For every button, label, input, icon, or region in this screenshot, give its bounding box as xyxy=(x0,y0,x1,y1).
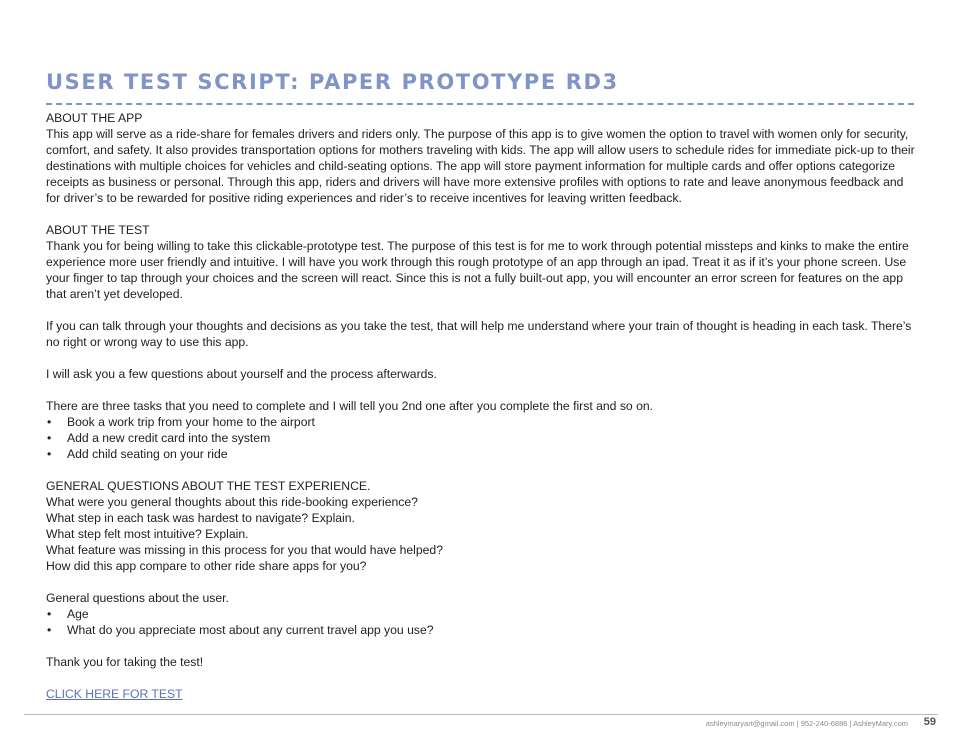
list-item xyxy=(46,414,918,430)
bullet-icon: • xyxy=(47,415,52,429)
list-item xyxy=(46,622,918,638)
user-questions-intro: General questions about the user. xyxy=(46,591,229,605)
spacer xyxy=(46,462,918,478)
footer-divider xyxy=(24,714,938,715)
tasks-intro: There are three tasks that you need to complete and I will tell you 2nd one after you complete the first and so on. xyxy=(46,399,654,413)
spacer xyxy=(46,382,918,398)
task-list xyxy=(46,414,918,462)
footer-contact-info: ashleymaryart@gmail.com | 952-240-6886 | AshleyMary.com xyxy=(705,719,908,728)
question-line: What step in each task was hardest to navigate? Explain. xyxy=(46,511,355,525)
question-line: What step felt most intuitive? Explain. xyxy=(46,527,249,541)
bullet-icon: • xyxy=(47,623,52,637)
spacer xyxy=(46,206,918,222)
question-line: What were you general thoughts about this ride-booking experience? xyxy=(46,495,418,509)
title-dashed-divider xyxy=(46,103,914,105)
task-text: Add a new credit card into the system xyxy=(67,431,271,445)
question-line: What feature was missing in this process for you that would have helped? xyxy=(46,543,443,557)
spacer xyxy=(46,574,918,590)
bullet-icon: • xyxy=(47,431,52,445)
list-item xyxy=(46,606,918,622)
user-question-text: What do you appreciate most about any current travel app you use? xyxy=(67,623,434,637)
bullet-icon: • xyxy=(47,607,52,621)
bullet-icon: • xyxy=(47,447,52,461)
task-text: Book a work trip from your home to the airport xyxy=(67,415,315,429)
spacer xyxy=(46,670,918,686)
question-line: How did this app compare to other ride share apps for you? xyxy=(46,559,367,573)
user-question-text: Age xyxy=(67,607,89,621)
about-app-body: This app will serve as a ride-share for females drivers and riders only. The purpose of this app is to give women the option to travel with women only for security, comfort, and safety. It also provides transportation options for mothers traveling with kids. The app will allow users to schedule rides for immediate pick-up to their destinations with multiple choices for vehicles and child-seating options. The app will store payment information for multiple cards and offer options categorize receipts as business or personal. Through this app, riders and drivers will have more extensive profiles with options to rate and leave anonymous feedback and for driver’s to be rewarded for positive riding experiences and rider’s to receive incentives for leaving written feedback. xyxy=(46,127,915,205)
page-number: 59 xyxy=(923,716,936,728)
script-content xyxy=(46,110,918,702)
spacer xyxy=(46,350,918,366)
list-item xyxy=(46,446,918,462)
list-item xyxy=(46,430,918,446)
user-question-list xyxy=(46,606,918,638)
task-text: Add child seating on your ride xyxy=(67,447,228,461)
click-here-for-test-link[interactable]: CLICK HERE FOR TEST xyxy=(46,687,183,701)
spacer xyxy=(46,302,918,318)
closing-thanks: Thank you for taking the test! xyxy=(46,655,204,669)
page-title: USER TEST SCRIPT: PAPER PROTOTYPE RD3 xyxy=(46,70,619,94)
general-questions-heading: GENERAL QUESTIONS ABOUT THE TEST EXPERIENCE. xyxy=(46,479,371,493)
about-test-body: Thank you for being willing to take this clickable-prototype test. The purpose of this test is for me to work through potential missteps and kinks to make the entire experience more user friendly and intuitive. I will have you work through this rough prototype of an app through an ipad. Treat it as if it’s your phone screen. Use your finger to tap through your choices and the screen will react. Since this is not a fully built-out app, you will encounter an error screen for features on the app that aren’t yet developed. xyxy=(46,239,909,301)
about-app-heading: ABOUT THE APP xyxy=(46,111,143,125)
afterwards-paragraph: I will ask you a few questions about yourself and the process afterwards. xyxy=(46,367,437,381)
think-aloud-paragraph: If you can talk through your thoughts and decisions as you take the test, that will help me understand where your train of thought is heading in each task. There’s no right or wrong way to use this app. xyxy=(46,319,912,349)
about-test-heading: ABOUT THE TEST xyxy=(46,223,150,237)
spacer xyxy=(46,638,918,654)
